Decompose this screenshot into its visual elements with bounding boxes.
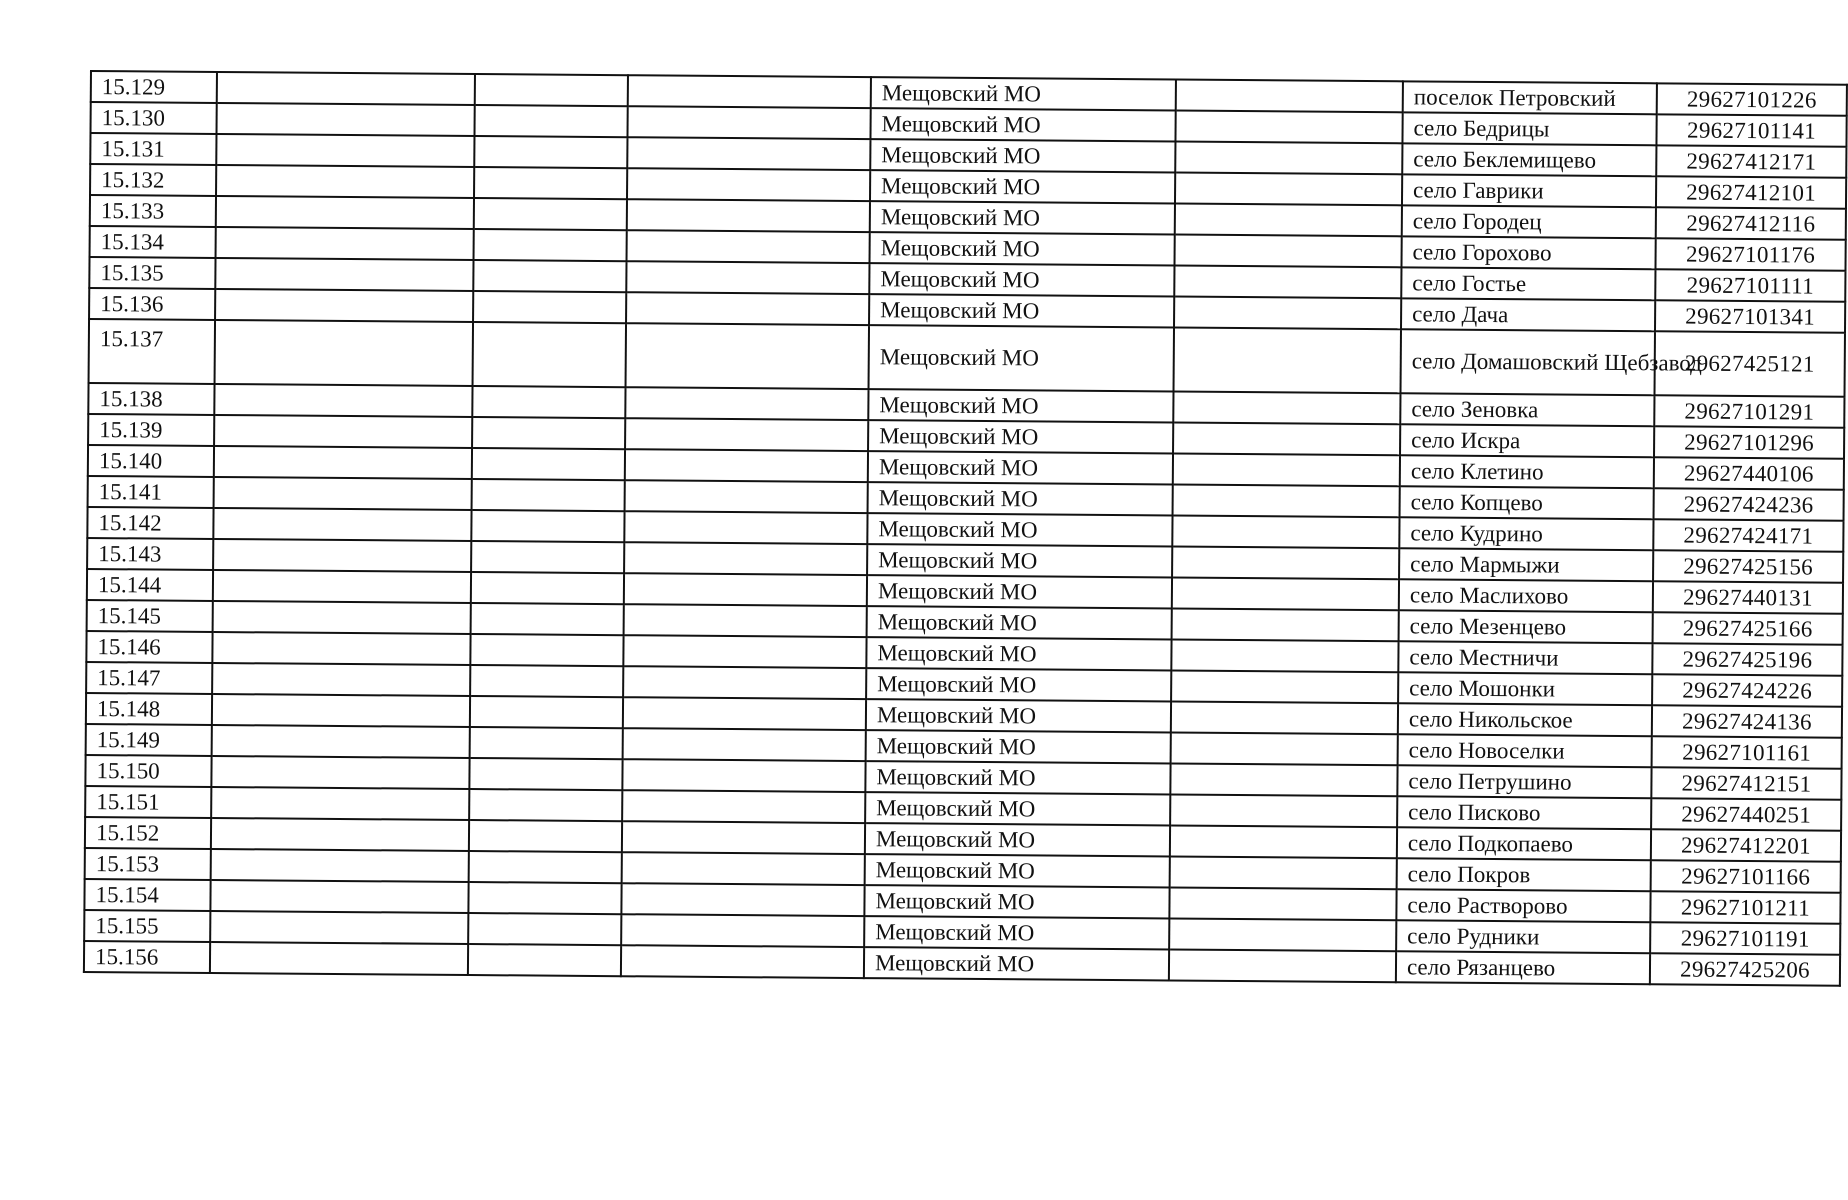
settlement-cell: село Новоселки bbox=[1398, 734, 1652, 767]
row-number-cell: 15.150 bbox=[85, 755, 211, 787]
empty-cell bbox=[621, 945, 864, 978]
empty-cell bbox=[623, 666, 866, 699]
empty-cell bbox=[627, 168, 870, 201]
empty-cell bbox=[1170, 795, 1397, 828]
settlement-cell: село Маслихово bbox=[1399, 579, 1653, 612]
empty-cell bbox=[1172, 578, 1399, 611]
row-number-cell: 15.151 bbox=[85, 786, 211, 818]
empty-cell bbox=[472, 386, 625, 418]
empty-cell bbox=[213, 601, 471, 634]
settlement-cell: село Никольское bbox=[1398, 703, 1652, 736]
oktmo-code-cell: 29627425166 bbox=[1653, 612, 1843, 644]
empty-cell bbox=[622, 790, 865, 823]
empty-cell bbox=[474, 198, 627, 230]
empty-cell bbox=[472, 479, 625, 511]
empty-cell bbox=[471, 541, 624, 573]
empty-cell bbox=[627, 137, 870, 170]
empty-cell bbox=[1171, 702, 1398, 735]
municipality-cell: Мещовский МО bbox=[866, 730, 1171, 763]
empty-cell bbox=[1175, 173, 1402, 206]
empty-cell bbox=[215, 289, 473, 322]
municipality-cell: Мещовский МО bbox=[865, 823, 1170, 856]
row-number-cell: 15.155 bbox=[84, 910, 210, 942]
settlement-cell: село Подкопаево bbox=[1397, 827, 1651, 860]
empty-cell bbox=[216, 196, 474, 229]
municipality-cell: Мещовский МО bbox=[866, 668, 1171, 701]
settlement-cell: поселок Петровский bbox=[1403, 81, 1657, 114]
empty-cell bbox=[468, 913, 621, 945]
empty-cell bbox=[625, 387, 868, 420]
settlement-cell: село Гаврики bbox=[1402, 174, 1656, 207]
municipality-cell: Мещовский МО bbox=[868, 420, 1173, 453]
empty-cell bbox=[469, 851, 622, 883]
municipality-cell: Мещовский МО bbox=[870, 232, 1175, 265]
empty-cell bbox=[621, 883, 864, 916]
oktmo-code-cell: 29627101226 bbox=[1657, 83, 1847, 115]
oktmo-code-cell: 29627425206 bbox=[1650, 953, 1840, 985]
row-number-cell: 15.152 bbox=[85, 817, 211, 849]
empty-cell bbox=[1175, 204, 1402, 237]
settlement-cell: село Писково bbox=[1397, 796, 1651, 829]
municipality-cell: Мещовский МО bbox=[864, 885, 1169, 918]
row-number-cell: 15.145 bbox=[87, 600, 213, 632]
oktmo-code-cell: 29627424236 bbox=[1654, 488, 1844, 520]
row-number-cell: 15.138 bbox=[88, 383, 214, 415]
empty-cell bbox=[624, 573, 867, 606]
oktmo-code-cell: 29627101296 bbox=[1654, 426, 1844, 458]
settlement-cell: село Домашовский Щебзавод bbox=[1401, 329, 1655, 395]
oktmo-code-cell: 29627412101 bbox=[1656, 176, 1846, 208]
empty-cell bbox=[1171, 671, 1398, 704]
empty-cell bbox=[216, 227, 474, 260]
empty-cell bbox=[214, 446, 472, 479]
empty-cell bbox=[624, 542, 867, 575]
oktmo-code-cell: 29627412116 bbox=[1656, 207, 1846, 239]
settlements-table bbox=[83, 70, 1848, 987]
empty-cell bbox=[1173, 423, 1400, 456]
settlement-cell: село Мошонки bbox=[1398, 672, 1652, 705]
row-number-cell: 15.148 bbox=[86, 693, 212, 725]
empty-cell bbox=[217, 72, 475, 105]
empty-cell bbox=[210, 880, 468, 913]
oktmo-code-cell: 29627412201 bbox=[1651, 829, 1841, 861]
municipality-cell: Мещовский МО bbox=[866, 699, 1171, 732]
empty-cell bbox=[214, 384, 472, 417]
oktmo-code-cell: 29627101141 bbox=[1656, 114, 1846, 146]
oktmo-code-cell: 29627101211 bbox=[1650, 891, 1840, 923]
empty-cell bbox=[474, 136, 627, 168]
empty-cell bbox=[211, 756, 469, 789]
municipality-cell: Мещовский МО bbox=[867, 513, 1172, 546]
empty-cell bbox=[1169, 950, 1396, 983]
empty-cell bbox=[627, 106, 870, 139]
settlement-cell: село Местничи bbox=[1398, 641, 1652, 674]
empty-cell bbox=[214, 415, 472, 448]
settlement-cell: село Бедрицы bbox=[1402, 112, 1656, 145]
row-number-cell: 15.135 bbox=[89, 257, 215, 289]
empty-cell bbox=[470, 634, 623, 666]
row-number-cell: 15.130 bbox=[91, 102, 217, 134]
empty-cell bbox=[474, 229, 627, 261]
empty-cell bbox=[626, 261, 869, 294]
empty-cell bbox=[217, 103, 475, 136]
empty-cell bbox=[212, 663, 470, 696]
municipality-cell: Мещовский МО bbox=[869, 325, 1174, 391]
row-number-cell: 15.133 bbox=[90, 195, 216, 227]
empty-cell bbox=[1175, 142, 1402, 175]
oktmo-code-cell: 29627440251 bbox=[1651, 798, 1841, 830]
row-number-cell: 15.144 bbox=[87, 569, 213, 601]
empty-cell bbox=[1169, 888, 1396, 921]
empty-cell bbox=[470, 696, 623, 728]
document-sheet bbox=[83, 70, 1817, 985]
settlement-cell: село Дача bbox=[1401, 298, 1655, 331]
empty-cell bbox=[210, 911, 468, 944]
empty-cell bbox=[211, 818, 469, 851]
empty-cell bbox=[1176, 80, 1403, 113]
empty-cell bbox=[213, 508, 471, 541]
empty-cell bbox=[625, 418, 868, 451]
empty-cell bbox=[625, 480, 868, 513]
empty-cell bbox=[1174, 266, 1401, 299]
empty-cell bbox=[213, 539, 471, 572]
municipality-cell: Мещовский МО bbox=[870, 170, 1175, 203]
row-number-cell: 15.131 bbox=[90, 133, 216, 165]
empty-cell bbox=[1172, 609, 1399, 642]
empty-cell bbox=[215, 258, 473, 291]
settlement-cell: село Петрушино bbox=[1397, 765, 1651, 798]
row-number-cell: 15.154 bbox=[84, 879, 210, 911]
empty-cell bbox=[1170, 764, 1397, 797]
municipality-cell: Мещовский МО bbox=[868, 482, 1173, 515]
oktmo-code-cell: 29627425156 bbox=[1653, 550, 1843, 582]
empty-cell bbox=[471, 603, 624, 635]
settlement-cell: село Покров bbox=[1397, 858, 1651, 891]
empty-cell bbox=[624, 511, 867, 544]
row-number-cell: 15.137 bbox=[89, 319, 215, 384]
oktmo-code-cell: 29627101166 bbox=[1651, 860, 1841, 892]
empty-cell bbox=[623, 728, 866, 761]
empty-cell bbox=[472, 417, 625, 449]
empty-cell bbox=[624, 604, 867, 637]
oktmo-code-cell: 29627101111 bbox=[1655, 269, 1845, 301]
municipality-cell: Мещовский МО bbox=[869, 263, 1174, 296]
oktmo-code-cell: 29627424171 bbox=[1653, 519, 1843, 551]
municipality-cell: Мещовский МО bbox=[865, 854, 1170, 887]
empty-cell bbox=[622, 759, 865, 792]
oktmo-code-cell: 29627425196 bbox=[1652, 643, 1842, 675]
empty-cell bbox=[1172, 516, 1399, 549]
settlement-cell: село Кудрино bbox=[1399, 517, 1653, 550]
oktmo-code-cell: 29627440131 bbox=[1653, 581, 1843, 613]
empty-cell bbox=[468, 882, 621, 914]
empty-cell bbox=[471, 510, 624, 542]
settlement-cell: село Искра bbox=[1400, 424, 1654, 457]
empty-cell bbox=[627, 230, 870, 263]
oktmo-code-cell: 29627101341 bbox=[1655, 300, 1845, 332]
settlement-cell: село Растворово bbox=[1396, 889, 1650, 922]
empty-cell bbox=[470, 665, 623, 697]
row-number-cell: 15.129 bbox=[91, 71, 217, 103]
empty-cell bbox=[625, 449, 868, 482]
empty-cell bbox=[213, 570, 471, 603]
settlement-cell: село Клетино bbox=[1400, 455, 1654, 488]
empty-cell bbox=[626, 292, 869, 325]
municipality-cell: Мещовский МО bbox=[870, 108, 1175, 141]
row-number-cell: 15.141 bbox=[88, 476, 214, 508]
row-number-cell: 15.136 bbox=[89, 288, 215, 320]
municipality-cell: Мещовский МО bbox=[867, 544, 1172, 577]
oktmo-code-cell: 29627101161 bbox=[1652, 736, 1842, 768]
empty-cell bbox=[473, 322, 626, 387]
empty-cell bbox=[1173, 454, 1400, 487]
empty-cell bbox=[471, 572, 624, 604]
settlement-cell: село Беклемищево bbox=[1402, 143, 1656, 176]
row-number-cell: 15.149 bbox=[86, 724, 212, 756]
row-number-cell: 15.146 bbox=[86, 631, 212, 663]
oktmo-code-cell: 29627101191 bbox=[1650, 922, 1840, 954]
empty-cell bbox=[469, 758, 622, 790]
empty-cell bbox=[472, 448, 625, 480]
settlement-cell: село Зеновка bbox=[1400, 393, 1654, 426]
settlement-cell: село Рудники bbox=[1396, 920, 1650, 953]
row-number-cell: 15.147 bbox=[86, 662, 212, 694]
empty-cell bbox=[469, 820, 622, 852]
row-number-cell: 15.140 bbox=[88, 445, 214, 477]
municipality-cell: Мещовский МО bbox=[868, 389, 1173, 422]
settlement-cell: село Копцево bbox=[1400, 486, 1654, 519]
empty-cell bbox=[623, 635, 866, 668]
settlement-cell: село Мармыжи bbox=[1399, 548, 1653, 581]
empty-cell bbox=[622, 852, 865, 885]
empty-cell bbox=[1170, 857, 1397, 890]
settlement-cell: село Гостье bbox=[1401, 267, 1655, 300]
empty-cell bbox=[212, 632, 470, 665]
empty-cell bbox=[473, 260, 626, 292]
oktmo-code-cell: 29627101176 bbox=[1655, 238, 1845, 270]
row-number-cell: 15.139 bbox=[88, 414, 214, 446]
empty-cell bbox=[1175, 111, 1402, 144]
empty-cell bbox=[1171, 640, 1398, 673]
oktmo-code-cell: 29627101291 bbox=[1654, 395, 1844, 427]
empty-cell bbox=[1171, 733, 1398, 766]
empty-cell bbox=[215, 320, 473, 386]
empty-cell bbox=[475, 74, 628, 106]
empty-cell bbox=[1174, 328, 1401, 394]
settlement-cell: село Горохово bbox=[1401, 236, 1655, 269]
row-number-cell: 15.142 bbox=[87, 507, 213, 539]
empty-cell bbox=[212, 725, 470, 758]
empty-cell bbox=[1173, 392, 1400, 425]
row-number-cell: 15.134 bbox=[90, 226, 216, 258]
municipality-cell: Мещовский МО bbox=[865, 792, 1170, 825]
oktmo-code-cell: 29627424136 bbox=[1652, 705, 1842, 737]
municipality-cell: Мещовский МО bbox=[871, 77, 1176, 110]
row-number-cell: 15.156 bbox=[84, 941, 210, 973]
empty-cell bbox=[1169, 919, 1396, 952]
municipality-cell: Мещовский МО bbox=[870, 201, 1175, 234]
empty-cell bbox=[212, 694, 470, 727]
row-number-cell: 15.143 bbox=[87, 538, 213, 570]
empty-cell bbox=[622, 821, 865, 854]
municipality-cell: Мещовский МО bbox=[867, 575, 1172, 608]
empty-cell bbox=[214, 477, 472, 510]
table-body bbox=[84, 71, 1847, 986]
row-number-cell: 15.153 bbox=[85, 848, 211, 880]
oktmo-code-cell: 29627425121 bbox=[1654, 331, 1844, 396]
empty-cell bbox=[628, 75, 871, 108]
municipality-cell: Мещовский МО bbox=[865, 761, 1170, 794]
empty-cell bbox=[216, 165, 474, 198]
oktmo-code-cell: 29627424226 bbox=[1652, 674, 1842, 706]
empty-cell bbox=[1172, 547, 1399, 580]
empty-cell bbox=[474, 167, 627, 199]
empty-cell bbox=[210, 942, 468, 975]
empty-cell bbox=[468, 944, 621, 976]
settlement-cell: село Рязанцево bbox=[1396, 951, 1650, 984]
empty-cell bbox=[627, 199, 870, 232]
municipality-cell: Мещовский МО bbox=[870, 139, 1175, 172]
empty-cell bbox=[216, 134, 474, 167]
municipality-cell: Мещовский МО bbox=[864, 947, 1169, 980]
empty-cell bbox=[469, 789, 622, 821]
empty-cell bbox=[626, 323, 869, 389]
municipality-cell: Мещовский МО bbox=[867, 606, 1172, 639]
row-number-cell: 15.132 bbox=[90, 164, 216, 196]
settlement-cell: село Городец bbox=[1402, 205, 1656, 238]
empty-cell bbox=[621, 914, 864, 947]
empty-cell bbox=[1170, 826, 1397, 859]
oktmo-code-cell: 29627412151 bbox=[1651, 767, 1841, 799]
municipality-cell: Мещовский МО bbox=[869, 294, 1174, 327]
empty-cell bbox=[211, 787, 469, 820]
oktmo-code-cell: 29627440106 bbox=[1654, 457, 1844, 489]
municipality-cell: Мещовский МО bbox=[866, 637, 1171, 670]
settlement-cell: село Мезенцево bbox=[1399, 610, 1653, 643]
empty-cell bbox=[470, 727, 623, 759]
empty-cell bbox=[1174, 235, 1401, 268]
municipality-cell: Мещовский МО bbox=[864, 916, 1169, 949]
empty-cell bbox=[1173, 485, 1400, 518]
empty-cell bbox=[1174, 297, 1401, 330]
empty-cell bbox=[474, 105, 627, 137]
empty-cell bbox=[623, 697, 866, 730]
empty-cell bbox=[473, 291, 626, 323]
municipality-cell: Мещовский МО bbox=[868, 451, 1173, 484]
empty-cell bbox=[211, 849, 469, 882]
oktmo-code-cell: 29627412171 bbox=[1656, 145, 1846, 177]
